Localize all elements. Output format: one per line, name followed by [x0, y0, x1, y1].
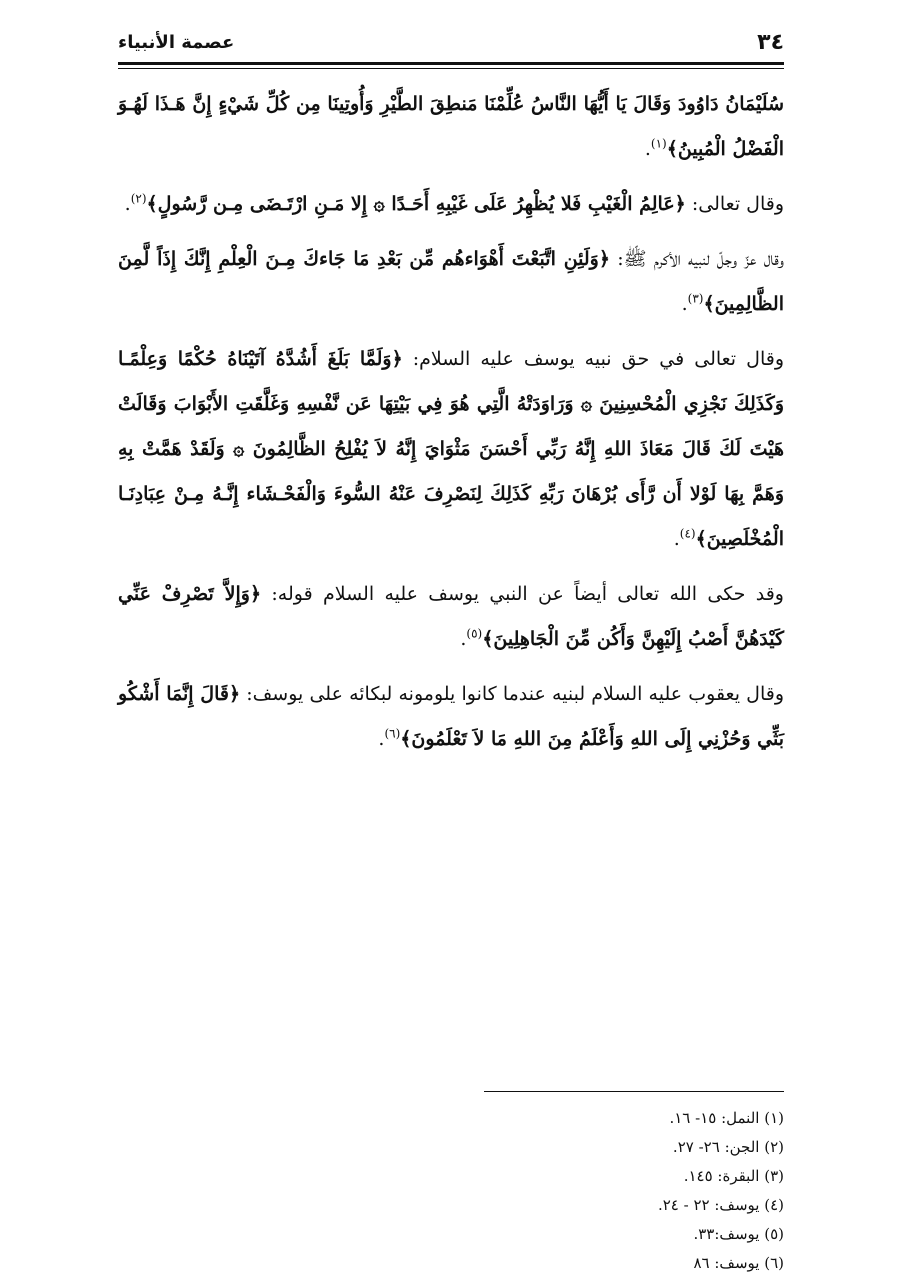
paragraph-lead: وقال عزّ وجلّ لنبيه الأكرم ﷺ:: [610, 248, 784, 270]
page-header: [118, 26, 784, 62]
paragraph-lead: وقال تعالى في حق نبيه يوسف عليه السلام:: [402, 348, 784, 370]
main-text: [118, 82, 784, 772]
paragraph-tail: .: [644, 138, 651, 160]
paragraph: [118, 672, 784, 762]
footnote-marker: (١): [650, 136, 667, 151]
quran-verse: ﴿وَإِلاَّ تَصْرِفْ عَنِّي كَيْدَهُنَّ أَصْبُ إِلَيْهِنَّ وَأَكُن مِّنَ الْجَاهِلِينَ﴾: [118, 583, 784, 650]
paragraph: [118, 572, 784, 662]
paragraph-lead: وقد حكى الله تعالى أيضاً عن النبي يوسف عليه السلام قوله:: [261, 583, 784, 605]
paragraph: [118, 337, 784, 562]
footnote-marker: (٥): [466, 626, 483, 641]
footnote: (٤) يوسف: ٢٢ - ٢٤.: [657, 1196, 784, 1214]
quran-verse: ﴿وَلَمَّا بَلَغَ أَشُدَّهُ آتَيْنَاهُ حُكْمًا وَعِلْمًـا وَكَذَلِكَ نَجْزِي الْمُحْسِنِينَ ۞ وَرَاوَدَتْهُ الَّتِي هُوَ فِي بَيْتِهَا عَن نَّفْسِهِ وَغَلَّقَتِ الأَبْوَابَ وَقَالَتْ هَيْتَ لَكَ قَالَ مَعَاذَ اللهِ إِنَّهُ رَبِّي أَحْسَنَ مَثْوَايَ إِنَّهُ لاَ يُفْلِحُ الظَّالِمُونَ ۞ وَلَقَدْ هَمَّتْ بِهِ وَهَمَّ بِهَا لَوْلا أَن رَّأَى بُرْهَانَ رَبِّهِ كَذَلِكَ لِنَصْرِفَ عَنْهُ السُّوءَ وَالْفَحْـشَاء إِنَّـهُ مِـنْ عِبَادِنَـا الْمُخْلَصِينَ﴾: [118, 348, 784, 550]
quran-verse: ﴿وَلَئِنِ اتَّبَعْتَ أَهْوَاءهُم مِّن بَعْدِ مَا جَاءكَ مِـنَ الْعِلْمِ إِنَّكَ إِذَاً لَّمِنَ الظَّالِمِينَ﴾: [118, 248, 784, 315]
footnote: (٥) يوسف:٣٣.: [693, 1225, 784, 1243]
paragraph-lead: وقال يعقوب عليه السلام لبنيه عندما كانوا يلومونه لبكائه على يوسف:: [240, 683, 784, 705]
paragraph-lead: وقال تعالى:: [685, 193, 784, 215]
footnote-marker: (٦): [384, 726, 401, 741]
footnote-separator: [484, 1091, 784, 1092]
paragraph: [118, 182, 784, 227]
running-title: عصمة الأنبياء: [118, 32, 235, 53]
paragraph-tail: .: [124, 193, 131, 215]
footnote-marker: (٢): [130, 191, 147, 206]
footnote: (٢) الجن: ٢٦- ٢٧.: [672, 1138, 784, 1156]
page-number: ٣٤: [757, 30, 784, 55]
footnote: (٣) البقرة: ١٤٥.: [683, 1167, 784, 1185]
quran-verse: ﴿عَالِمُ الْغَيْبِ فَلا يُظْهِرُ عَلَى غَيْبِهِ أَحَـدًا ۞ إِلا مَـنِ ارْتَـضَى مِـن رَّسُولٍ﴾: [146, 193, 686, 215]
header-rule-thick: [118, 62, 784, 65]
header-rule-thin: [118, 68, 784, 69]
quran-verse: ﴿قَالَ إِنَّمَا أَشْكُو بَثِّي وَحُزْنِي إِلَى اللهِ وَأَعْلَمُ مِنَ اللهِ مَا لاَ تَعْلَمُونَ﴾: [118, 683, 784, 750]
quran-verse: سُلَيْمَانُ دَاوُودَ وَقَالَ يَا أَيُّهَا النَّاسُ عُلِّمْنَا مَنطِقَ الطَّيْرِ وَأُوتِينَا مِن كُلِّ شَيْءٍ إِنَّ هَـذَا لَهُـوَ الْفَضْلُ الْمُبِينُ﴾: [118, 93, 784, 160]
paragraph-tail: .: [378, 728, 385, 750]
paragraph: [118, 82, 784, 172]
footnotes: [500, 1104, 784, 1278]
paragraph-tail: .: [460, 628, 467, 650]
footnote: (١) النمل: ١٥- ١٦.: [669, 1109, 784, 1127]
paragraph-tail: .: [681, 293, 688, 315]
paragraph: [118, 237, 784, 327]
footnote-marker: (٣): [687, 291, 704, 306]
paragraph-tail: .: [673, 528, 680, 550]
footnote-marker: (٤): [679, 526, 696, 541]
footnote: (٦) يوسف: ٨٦: [693, 1254, 784, 1272]
